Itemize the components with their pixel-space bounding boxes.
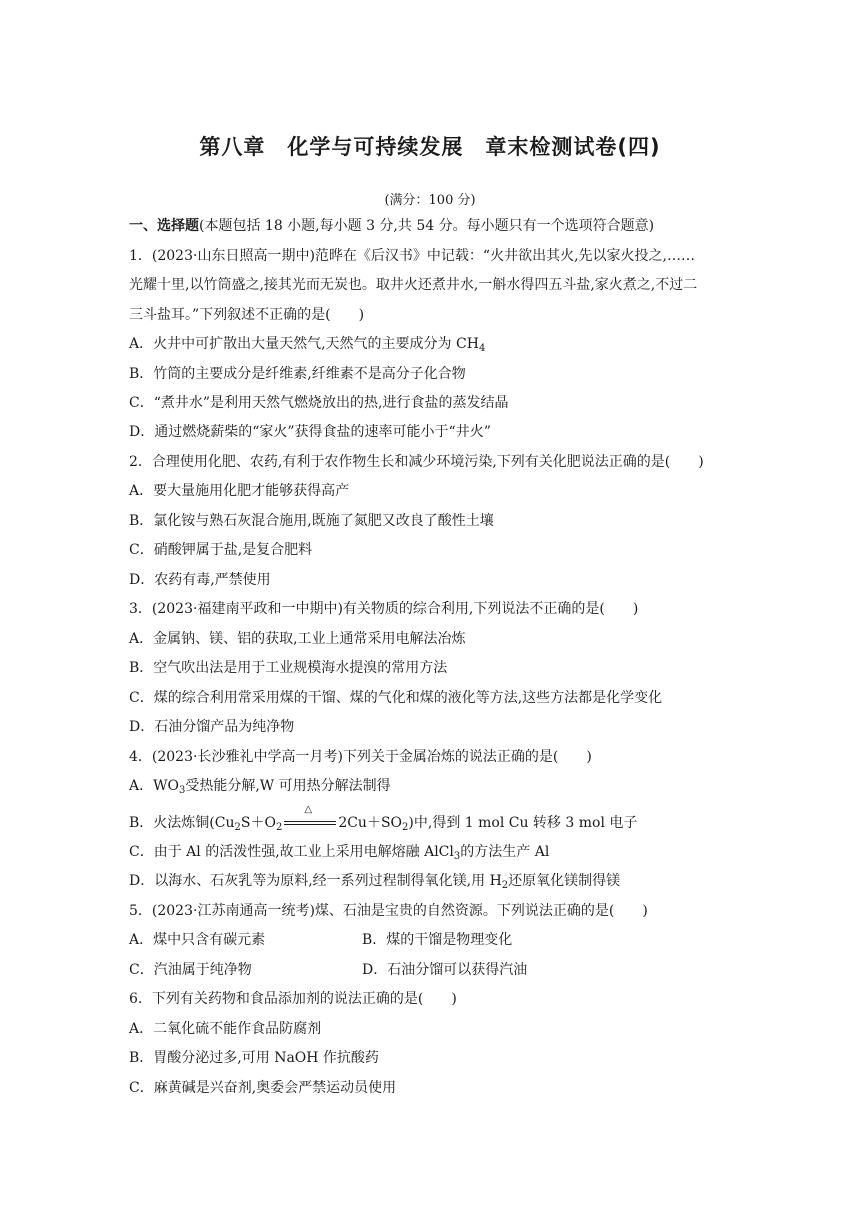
q4-stem: 4．(2023·长沙雅礼中学高一月考)下列关于金属冶炼的说法正确的是( ) xyxy=(129,749,592,765)
q4-option-a: A．$WO_3$受热能分解,W 可用热分解法制得 xyxy=(129,778,391,796)
q1-option-d: D．通过燃烧薪柴的“家火”获得食盐的速率可能小于“井火” xyxy=(129,424,491,440)
q4-option-d: D．以海水、石灰乳等为原料,经一系列过程制得氧化镁,用 $H_2$还原氧化镁制得镁 xyxy=(129,873,621,891)
q1-stem-line3: 三斗盐耳。”下列叙述不正确的是( ) xyxy=(129,307,365,323)
q3-option-a: A．金属钠、镁、铝的获取,工业上通常采用电解法冶炼 xyxy=(129,631,466,647)
page-title: 第八章 化学与可持续发展 章末检测试卷(四) xyxy=(199,135,661,159)
q6-option-b: B．胃酸分泌过多,可用 NaOH 作抗酸药 xyxy=(129,1050,379,1066)
q2-option-c: C．硝酸钾属于盐,是复合肥料 xyxy=(129,542,313,558)
q3-option-b: B．空气吹出法是用于工业规模海水提溴的常用方法 xyxy=(129,660,448,676)
q6-option-c: C．麻黄碱是兴奋剂,奥委会严禁运动员使用 xyxy=(129,1080,397,1096)
q3-option-c: C．煤的综合利用常采用煤的干馏、煤的气化和煤的液化等方法,这些方法都是化学变化 xyxy=(129,690,663,706)
q5-options-row2 xyxy=(129,961,689,979)
q5-options-row1 xyxy=(129,931,689,949)
q1-option-b: B．竹筒的主要成分是纤维素,纤维素不是高分子化合物 xyxy=(129,366,466,382)
q5-option-a: A．煤中只含有碳元素 xyxy=(129,932,266,948)
q5-option-b: B．煤的干馏是物理变化 xyxy=(362,932,513,948)
section-title: 一、选择题 xyxy=(129,218,199,234)
q1-stem-line2: 光耀十里,以竹筒盛之,接其光而无炭也。取井火还煮井水,一斛水得四五斗盐,家火煮之,不过二 xyxy=(129,277,698,293)
q2-option-a: A．要大量施用化肥才能够获得高产 xyxy=(129,483,350,499)
q1-stem-line1: 1．(2023·山东日照高一期中)范晔在《后汉书》中记载：“火井欲出其火,先以家火投之,…… xyxy=(129,248,695,264)
q4-option-c: C．由于 Al 的活泼性强,故工业上采用电解熔融 AlCl$_3$的方法生产 Al xyxy=(129,844,550,862)
q2-option-d: D．农药有毒,严禁使用 xyxy=(129,572,271,588)
q2-stem: 2．合理使用化肥、农药,有利于农作物生长和减少环境污染,下列有关化肥说法正确的是( ) xyxy=(129,454,704,470)
q1-option-a: A．火井中可扩散出大量天然气,天然气的主要成分为 $CH_4$ xyxy=(129,336,486,354)
q5-option-d: D．石油分馏可以获得汽油 xyxy=(362,962,528,978)
q5-option-c: C．汽油属于纯净物 xyxy=(129,962,252,978)
q3-stem: 3．(2023·福建南平政和一中期中)有关物质的综合利用,下列说法不正确的是( ) xyxy=(129,601,639,617)
q3-option-d: D．石油分馏产品为纯净物 xyxy=(129,719,295,735)
q1-option-c: C．“煮井水”是利用天然气燃烧放出的热,进行食盐的蒸发结晶 xyxy=(129,395,509,411)
q5-stem: 5．(2023·江苏南通高一统考)煤、石油是宝贵的自然资源。下列说法正确的是( ) xyxy=(129,903,648,919)
q6-option-a: A．二氧化硫不能作食品防腐剂 xyxy=(129,1021,322,1037)
section-note: (本题包括 18 小题,每小题 3 分,共 54 分。每小题只有一个选项符合题意) xyxy=(199,218,655,234)
q6-stem: 6．下列有关药物和食品添加剂的说法正确的是( ) xyxy=(129,991,457,1007)
q2-option-b: B．氯化铵与熟石灰混合施用,既施了氮肥又改良了酸性土壤 xyxy=(129,513,494,529)
section-heading xyxy=(129,217,654,235)
full-score-note: (满分：100 分) xyxy=(384,193,476,208)
heating-equals-sign: △ xyxy=(282,816,338,830)
q4-option-b: B．火法炼铜($Cu_2S+O_2$ △ $2Cu+SO_2$)中,得到 1 mol Cu 转移 3 mol 电子 xyxy=(129,804,638,833)
